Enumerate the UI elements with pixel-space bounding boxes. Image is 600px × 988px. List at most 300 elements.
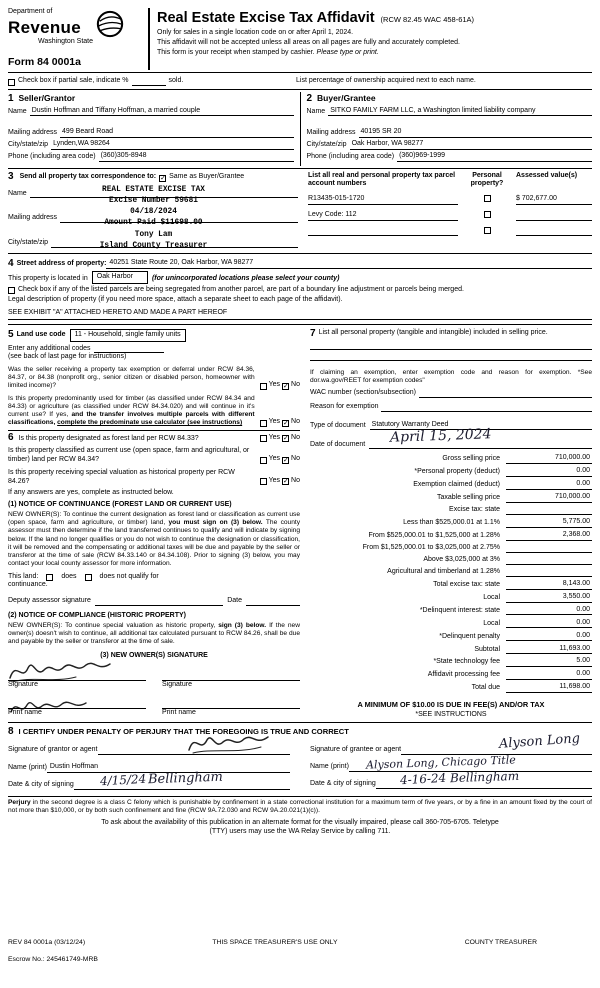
forest-land-yes-no [260,433,300,444]
tax-row-label: Local [483,593,500,601]
tax-row-label: From $525,000.01 to $1,525,000 at 1.28% [368,532,500,540]
ownership-percent-note: List percentage of ownership acquired next to each name. [296,77,476,84]
additional-codes-label: Enter any additional codes [8,344,91,352]
seller-section [8,92,300,166]
personal-property-cell [458,195,516,205]
tax-row [310,645,592,655]
partial-sale-sold-label: sold. [168,77,184,84]
wac-number-field[interactable] [419,397,592,398]
section-8-number: 8 [8,726,14,738]
tax-row-value[interactable]: 2,368.00 [506,531,592,541]
date-label: Date [227,597,242,605]
wac-number-row [310,389,592,398]
section-7-number: 7 [310,327,316,339]
assessed-value-field-2[interactable] [516,220,592,221]
main-columns [8,327,592,720]
seller-phone-row [8,152,294,162]
continuance-text-b: you must sign on (3) below. [168,519,263,527]
minimum-due-note: A MINIMUM OF $10.00 IS DUE IN FEE(S) AND/OR TAX [357,700,545,710]
assessed-value-col-header: Assessed value(s) [516,171,578,179]
grantee-signature-label: Signature of grantee or agent [310,746,402,754]
levy-code-field[interactable]: Levy Code: 112 [308,211,458,221]
additional-codes-row [8,345,300,354]
tax-row-label: From $1,525,000.01 to $3,025,000 at 2.75% [362,544,500,552]
notice-compliance-heading: (2) NOTICE OF COMPLIANCE (HISTORIC PROPERTY) [8,611,186,619]
personal-property-field-2[interactable] [310,350,592,361]
personal-property-field-1[interactable] [310,339,592,350]
street-address-field[interactable]: 40251 State Route 20, Oak Harbor, WA 98277 [106,259,592,269]
section-6-number: 6 [8,431,14,443]
exemption-yes-no [260,366,300,391]
partial-sale-row [8,75,592,87]
yes-label: Yes [268,455,281,463]
seller-heading-row [8,93,294,105]
forest-land-text: Is this property designated as forest land per RCW 84.33? [18,434,199,442]
continuance-text-a: NEW OWNER(S): To continue the current designation as forest land or classification as current use (open space, farm and agriculture, or timber) land, [8,510,300,527]
this-land-label: This land: [8,572,39,580]
parcel-number-field-3[interactable] [308,235,458,236]
timber-question-b: and the transfer involves multiple parcels with different classifications, [8,411,255,427]
section-4-number: 4 [8,257,14,269]
tax-row-value[interactable]: 5.00 [506,657,592,667]
land-use-label: Land use code [16,330,66,338]
doc-type-field[interactable]: Statutory Warranty Deed [370,421,592,431]
buyer-csz-row [307,140,593,150]
new-owner-printname-field-2[interactable] [162,698,300,709]
this-land-row [8,573,300,582]
deputy-assessor-row [8,597,300,606]
dept-of-label: Department of [8,8,53,15]
tax-row [310,632,592,642]
historic-yes-checkbox[interactable] [260,478,267,485]
personal-property-checkbox-2[interactable] [484,211,491,218]
buyer-name-label: Name [306,107,326,115]
new-owner-printname-1 [8,698,146,718]
tax-row-label: Affidavit processing fee [427,671,500,679]
current-use-yes-no [260,447,300,465]
buyer-mailing-row [307,128,593,138]
tax-row-label: Gross selling price [442,455,500,463]
compliance-text-b: sign (3) below. [218,621,267,629]
stamp-line-5: Tony Lam [134,230,173,239]
historic-yes-no [260,469,300,487]
seller-mailing-row [8,128,294,138]
footer [8,939,592,964]
title-row [157,9,592,27]
current-use-question [8,447,300,465]
tax-row-label: Taxable selling price [436,494,500,502]
yes-label: Yes [268,476,281,484]
tax-row [310,670,592,680]
divider [8,722,592,723]
classification-section [8,433,300,718]
new-owner-printname-2 [162,698,300,718]
title-block [150,8,592,70]
exemption-code-note: If claiming an exemption, enter exemption code and reason for exemption. *See dor.wa.gov/REET for exemption codes" [310,368,592,384]
print-name-label: Print name [8,708,42,716]
exemption-yes-checkbox[interactable] [260,383,267,390]
tax-row-label: Subtotal [474,645,500,653]
current-use-no-checkbox[interactable]: ✓ [283,456,289,464]
tax-row [310,544,592,553]
buyer-mailing-field[interactable]: 40195 SR 20 [359,128,592,138]
right-column [310,329,592,720]
seller-csz-label: City/state/zip [8,141,49,148]
forest-land-question [8,433,300,444]
same-as-buyer-checkbox[interactable]: ✓ [160,174,166,182]
personal-property-cell [458,211,516,221]
historic-no-checkbox[interactable]: ✓ [283,478,289,486]
buyer-phone-row [307,152,593,162]
partial-sale-left [8,77,296,86]
land-use-section [8,329,300,428]
tax-row [310,580,592,590]
if-yes-note: If any answers are yes, complete as instructed below. [8,489,174,497]
tax-row-label: Local [483,619,500,627]
segregated-row [8,286,592,295]
legal-description-row [8,307,592,320]
tax-row-label: Exemption claimed (deduct) [413,481,500,489]
county-treasurer-label: COUNTY TREASURER [464,939,537,947]
print-name-label: Print name [162,708,196,716]
correspondence-mailing-label: Mailing address [8,214,58,222]
tax-row-label: Agricultural and timberland at 1.28% [387,567,500,575]
grantee-name-label: Name (print) [310,763,349,771]
stamp-line-6: Island County Treasurer [99,241,208,250]
grantor-signature-field[interactable] [98,746,290,755]
parcel-row-3 [308,227,592,237]
spacer [307,116,593,126]
same-as-buyer-label: Same as Buyer/Grantee [169,172,245,180]
grantor-signature-label: Signature of grantor or agent [8,746,98,754]
tax-correspondence-section [8,171,592,251]
section-3-heading-row [8,172,298,182]
tax-row-value[interactable] [506,545,592,553]
tax-row-label: *Delinquent penalty [439,632,500,640]
divider [8,168,592,169]
correspondence-csz-label: City/state/zip [8,239,49,246]
personal-property-cell [458,227,516,237]
seller-name-field[interactable]: Dustin Hoffman and Tiffany Hoffman, a married couple [30,107,294,117]
tax-row-label: Above $3,025,000 at 3% [423,555,500,563]
tax-row-value[interactable]: 0.00 [506,467,592,477]
doc-type-label: Type of document [310,421,366,429]
signature-label: Signature [162,680,192,688]
land-does-checkbox[interactable] [46,574,53,581]
grantor-signature-row [8,746,290,755]
grantor-date-label: Date & city of signing [8,780,74,788]
correspondence-heading: Send all property tax correspondence to: [19,172,157,180]
street-address-row [8,259,592,269]
seller-name-label: Name [8,107,27,115]
correspondence-name-label: Name [8,189,27,197]
deputy-assessor-label: Deputy assessor signature [8,597,91,605]
buyer-csz-label: City/state/zip [306,141,347,148]
revenue-logo-icon [96,10,124,38]
does-label: does [61,572,77,580]
tax-row-value[interactable]: 8,143.00 [506,580,592,590]
doc-date-handwriting: April 15, 2024 [389,426,492,447]
partial-sale-label: Check box if partial sale, indicate % [18,77,129,84]
tax-row-value[interactable]: 3,550.00 [506,593,592,603]
tax-row [310,556,592,565]
tax-row [310,683,592,693]
tax-row [310,619,592,629]
tax-row-value[interactable] [506,557,592,565]
tax-row-value[interactable]: 0.00 [506,632,592,642]
legal-description-label: Legal description of property (if you need more space, attach a separate sheet to each page of the affidavit). [8,296,343,304]
footer-row [8,939,592,947]
partial-sale-percent-field[interactable] [132,85,166,86]
parcel-col-header: List all real and personal property tax parcel account numbers [308,171,456,188]
seller-mailing-field[interactable]: 499 Beard Road [60,128,293,138]
new-owner-signature-1 [8,670,146,690]
tax-row-value[interactable]: 0.00 [506,480,592,490]
exemption-question [8,366,300,391]
buyer-name-field[interactable]: SITKO FAMILY FARM LLC, a Washington limited liability company [328,107,592,117]
parcel-table-header [308,172,592,190]
divider [8,430,300,431]
current-use-question-text: Is this property classified as current use (open space, farm and agricultural, or timber) land per RCW 84.34? [8,447,250,464]
forest-yes-checkbox[interactable] [260,435,267,442]
compliance-text-a: NEW OWNER(S): To continue special valuation as historic property, [8,621,216,629]
legal-description-label-row [8,296,592,305]
land-use-select[interactable]: 11 - Household, single family units [70,329,186,342]
notice-continuance-paragraph [8,511,300,569]
timber-question-text [8,395,260,428]
no-label: No [291,417,300,425]
parties-section [8,92,592,166]
grantee-signature-row [310,731,592,755]
alternate-format-line-1: To ask about the availability of this publication in an alternate format for the visually impaired, please call 360-705-6705. Teletype [101,819,499,827]
tax-row-value[interactable] [506,507,592,515]
parcel-row-2 [308,211,592,221]
tax-row-label: *Delinquent interest: state [419,606,500,614]
seller-phone-label: Phone (including area code) [8,152,96,160]
personal-property-heading-row [310,329,592,339]
doc-date-row [310,426,592,449]
assessed-value-field[interactable]: $ 702,677.00 [516,195,592,205]
timber-no-checkbox[interactable]: ✓ [283,419,289,427]
seller-heading: Seller/Grantor [18,92,76,103]
buyer-heading: Buyer/Grantee [317,92,376,103]
deputy-date-field[interactable] [246,605,300,606]
tax-row-value[interactable]: 11,698.00 [506,683,592,693]
tax-row-value[interactable]: 710,000.00 [506,454,592,464]
grantee-date-handwriting: 4-16-24 [399,770,447,788]
grantor-name-label: Name (print) [8,763,47,771]
notice-compliance-paragraph [8,622,300,647]
new-owner-signature-2 [162,670,300,690]
deputy-assessor-signature-field[interactable] [95,605,223,606]
tax-row-label: Total due [471,684,500,692]
exemption-question-text: Was the seller receiving a property tax exemption or deferral under RCW 84.36, 84.37, or 84.38 (nonprofit org., senior citizen or disabled person, homeowner with limited income)? [8,366,255,390]
buyer-mailing-label: Mailing address [306,129,356,137]
header-note-3b: Please type or print. [316,49,379,57]
grantee-certification [310,731,592,790]
grantor-certification [8,738,290,790]
grantor-date-row [8,769,290,790]
alternate-format-note [8,819,592,837]
stamp-line-3: 04/18/2024 [130,208,177,217]
land-use-row [8,329,300,342]
timber-question-c: complete the predominate use calculator (see instructions) [57,419,243,427]
divider [8,89,592,90]
tax-row-label: Total excise tax: state [433,580,500,588]
located-in-label: This property is located in [8,274,88,282]
grantee-date-label: Date & city of signing [310,780,376,788]
parcel-row-1 [308,195,592,205]
buyer-phone-field[interactable]: (360)969-1999 [397,152,592,162]
yes-label: Yes [268,417,281,425]
tax-row-label: *Personal property (deduct) [414,468,500,476]
parcel-number-field[interactable]: R13435-015-1720 [308,195,458,205]
wac-number-label: WAC number (section/subsection) [310,389,416,397]
tax-row [310,568,592,577]
tax-row [310,493,592,503]
personal-property-checkbox-1[interactable] [484,195,491,202]
property-address-section [8,256,592,322]
tax-row [310,506,592,515]
assessed-value-field-3[interactable] [516,235,592,236]
print-name-lines-row [8,698,300,718]
rev-number: REV 84 0001a (03/12/24) [8,939,86,947]
historic-question-text: Is this property receiving special valuation as historical property per RCW 84.26? [8,468,235,485]
new-owner-printname-field-1[interactable] [8,698,146,709]
form-number: Form 84 0001a [8,55,81,68]
perjury-body: in the second degree is a class C felony which is punishable by confinement in a state correctional institution for a maximum term of five years, or by a fine in an amount fixed by the court of not more than $10,000, or by both such confinement and fine (RCW 9A.72.030 and RCW 9A.20.021(1)(c)). [8,798,592,814]
personal-property-col-header: Personal property? [470,171,504,188]
seller-csz-row [8,140,294,150]
does-not-label: does not qualify for [99,572,159,580]
yes-label: Yes [268,380,281,388]
no-label: No [291,380,300,388]
forest-no-checkbox[interactable]: ✓ [283,435,289,443]
stamp-line-2: Excise Number 59681 [109,196,198,205]
divider [8,72,592,73]
seller-mailing-label: Mailing address [8,129,58,137]
exemption-no-checkbox[interactable]: ✓ [283,382,289,390]
personal-property-checkbox-3[interactable] [484,227,491,234]
legal-description-field[interactable]: SEE EXHIBIT "A" ATTACHED HERETO AND MADE A PART HEREOF [8,307,592,320]
tax-row-value[interactable]: 5,775.00 [506,518,592,528]
compliance-text-c: If the new owner(s) doesn't wish to continue, all additional tax calculated pursuant to RCW 84.26, shall be due and payable by the seller or transferor at the time of sale. [8,621,300,645]
agency-text [8,8,93,47]
timber-yes-no [260,395,300,428]
signature-label: Signature [8,680,38,688]
divider-thick [8,324,592,325]
form-header [8,8,592,70]
grantor-date-handwriting: 4/15/24 [99,771,147,788]
segregated-checkbox[interactable] [8,287,15,294]
unincorporated-note: (for unincorporated locations please select your county) [151,274,340,282]
street-address-label: Street address of property: [16,260,107,267]
section-5-number: 5 [8,329,14,341]
treasurer-stamp [36,185,271,253]
tax-row-label: Less than $525,000.01 at 1.1% [403,519,500,527]
land-does-not-checkbox[interactable] [85,574,92,581]
perjury-lead: Perjury [8,798,31,806]
stamp-line-4: Amount Paid $11698.00 [104,219,203,228]
tax-row [310,518,592,528]
buyer-phone-label: Phone (including area code) [306,152,395,160]
partial-sale-checkbox[interactable] [8,79,15,86]
form-title-rcw: (RCW 82.45 WAC 458-61A) [380,15,475,24]
current-use-yes-checkbox[interactable] [260,457,267,464]
seller-phone-field[interactable]: (360)305-8948 [99,152,294,162]
new-owner-signature-field-2[interactable] [162,670,300,681]
located-in-select[interactable]: Oak Harbor [92,271,148,284]
see-instructions-note: *SEE INSTRUCTIONS [415,711,487,719]
tax-row [310,480,592,490]
grantee-signature-handwriting: Alyson Long [498,731,581,752]
tax-row [310,606,592,616]
buyer-csz-field[interactable]: Oak Harbor, WA 98277 [350,140,592,150]
see-back-note: (see back of last page for instructions) [8,353,127,361]
tax-row-value[interactable]: 0.00 [506,619,592,629]
header-note-1: Only for sales in a single location code on or after April 1, 2024. [157,28,354,36]
buyer-section [300,92,593,166]
new-owners-signature-heading: (3) NEW OWNER(S) SIGNATURE [100,652,208,660]
tax-row-value[interactable]: 11,693.00 [506,645,592,655]
continuance-text-c: The county assessor must then determine if the land transferred continues to qualify and will indicate by signing below. If the land no longer qualifies or you do not wish to continue the designation or classification, it will be removed and the compensating or additional taxes will be due and payable by the seller or transferor at the time of sale (RCW 84.33.140 or 84.34.108). Prior to signing (3) below, you may contact your local county assessor for more information. [8,519,301,568]
tax-row [310,467,592,477]
yes-label: Yes [268,433,281,441]
tax-row [310,454,592,464]
dept-name: Revenue [8,17,81,37]
historic-question [8,469,300,487]
tax-row-value[interactable] [506,569,592,577]
timber-question [8,395,300,428]
alternate-format-line-2: (TTY) users may use the WA Relay Service by calling 711. [209,827,391,835]
no-label: No [291,476,300,484]
tax-row-value[interactable]: 0.00 [506,606,592,616]
timber-yes-checkbox[interactable] [260,420,267,427]
escrow-number: Escrow No.: 245461749-MRB [8,955,98,963]
spacer [8,116,294,126]
tax-row-label: Excise tax: state [449,506,500,514]
header-note-3 [157,49,592,58]
section-3-number: 3 [8,170,14,182]
tax-row [310,593,592,603]
signature-lines-row [8,670,300,690]
stamp-line-1: REAL ESTATE EXCISE TAX [102,185,205,194]
grantee-date-row [310,768,592,789]
segregated-label: Check box if any of the listed parcels are being segregated from another parcel, are part of a boundary line adjustment or parcels being merged. [18,285,464,293]
tax-row-value[interactable]: 710,000.00 [506,493,592,503]
treasurer-space-label: THIS SPACE TREASURER'S USE ONLY [212,939,338,947]
new-owner-signature-field-1[interactable] [8,670,146,681]
tax-row [310,657,592,667]
tax-row-label: *State technology fee [433,658,500,666]
certification-heading: I CERTIFY UNDER PENALTY OF PERJURY THAT THE FOREGOING IS TRUE AND CORRECT [18,727,349,737]
grantor-name-field[interactable]: Dustin Hoffman [47,763,290,773]
seller-csz-field[interactable]: Lynden,WA 98264 [51,140,293,150]
reason-field[interactable] [381,411,592,412]
form-title: Real Estate Excise Tax Affidavit [157,10,375,26]
grantor-name-row [8,763,290,773]
reason-row [310,403,592,412]
new-owner-signature-block [8,670,300,718]
correspondence-fields [8,172,308,248]
tax-row-value[interactable]: 0.00 [506,670,592,680]
no-label: No [291,433,300,441]
agency-logo-block [8,8,142,47]
timber-question-a: Is this property predominantly used for timber (as classified under RCW 84.34 and 84.33) or agriculture (as classified under RCW 84.34.020) and will continue in it's current use? If yes, [8,394,255,419]
certification-section [8,725,592,794]
continuance-label: continuance. [8,581,48,589]
agency-block [8,8,150,70]
